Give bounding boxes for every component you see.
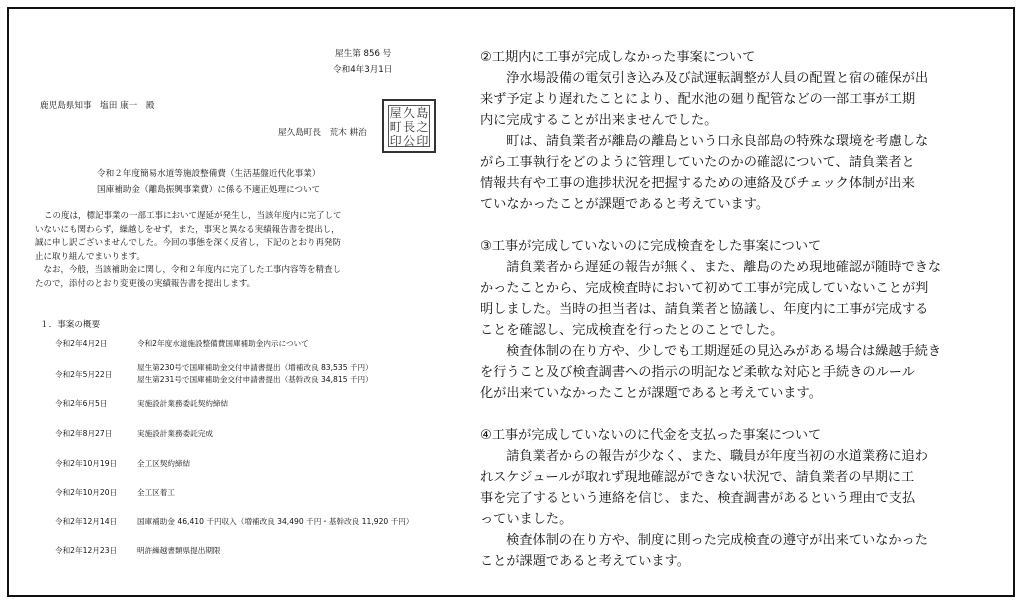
body-line: 誠に申し訳ございませんでした。今回の事態を深く反省し，下記のとおり再発防	[35, 238, 342, 248]
body-line: ことが課題であると考えています。	[480, 554, 690, 569]
seal-glyph: 長	[402, 120, 415, 134]
subject-line-1: 令和２年度簡易水道等施設整備費（生活基盤近代化事業）	[97, 169, 321, 179]
timeline-event: 明許繰越書類県提出期限	[137, 546, 221, 555]
body-line: 来ず予定より遅れたことにより、配水池の廻り配管などの一部工事が工期	[480, 92, 916, 107]
timeline-event: 実施設計業務委託契約締結	[137, 399, 229, 408]
timeline-event: 令和2年度水道施設整備費国庫補助金内示について	[137, 339, 309, 348]
body-line: 町は、請負業者が離島の離島という口永良部島の特殊な環境を考慮しな	[493, 134, 929, 149]
body-line: なお，今般，当該補助金に関し，令和２年度内に完了した工事内容等を精査し	[35, 265, 342, 275]
body-line: ことを確認し、完成検査を行ったとのことでした。	[480, 323, 784, 338]
doc-date: 令和4年3月1日	[333, 65, 393, 75]
timeline-event: 国庫補助金 46,410 千円収入（増補改良 34,490 千円・基幹改良 11,920 千円）	[137, 517, 414, 526]
body-line: 止に取り組んでまいります。	[35, 251, 145, 262]
timeline-event-2: 屋生第231号で国庫補助金交付申請書提出（基幹改良 34,815 千円）	[137, 375, 373, 384]
section-title: ②工期内に工事が完成しなかった事案について	[480, 50, 756, 65]
body-line: がら工事執行をどのように管理していたのかの確認について、請負業者と	[480, 155, 915, 170]
timeline-event: 全工区契約締結	[137, 459, 191, 468]
section-2	[480, 47, 995, 215]
official-seal	[382, 99, 436, 153]
body-line: 情報共有や工事の進捗状況を把握するための連絡及びチェック体制が出来	[480, 176, 915, 191]
seal-glyph: 島	[416, 106, 429, 120]
seal-glyph: 印	[416, 134, 429, 148]
sender: 屋久島町長 荒木 耕治	[278, 128, 367, 138]
body-line: れスケジュールが取れず現地確認ができない状況で、請負業者の早期に工	[480, 470, 915, 485]
body-line: 請負業者からの報告が少なく、また、職員が年度当初の水道業務に追わ	[493, 449, 928, 464]
seal-glyph: 公	[402, 134, 415, 148]
timeline-date: 令和2年5月22日	[55, 370, 113, 379]
doc-number: 屋生第 856 号	[335, 49, 392, 59]
section-title: ③工事が完成していないのに完成検査をした事案について	[480, 239, 822, 254]
timeline-date: 令和2年10月20日	[55, 488, 118, 497]
section-title: ④工事が完成していないのに代金を支払った事案について	[480, 428, 822, 443]
seal-glyph: 町	[389, 120, 402, 134]
timeline-date: 令和2年12月14日	[55, 517, 118, 526]
section-1-title: １．事案の概要	[40, 320, 101, 330]
addressee: 鹿児島県知事 塩田 康一 殿	[40, 101, 155, 111]
body-line: っていました。	[480, 512, 573, 527]
seal-glyph: 印	[389, 134, 402, 148]
body-line: 浄水場設備の電気引き込み及び試運転調整が人員の配置と宿の確保が出	[493, 71, 929, 86]
body-line: この度は，標記事業の一部工事において遅延が発生し，当該年度内に完了して	[44, 211, 342, 221]
timeline-date: 令和2年4月2日	[55, 339, 108, 348]
intro-paragraph	[35, 210, 342, 291]
timeline-event: 屋生第230号で国庫補助金交付申請書提出（増補改良 83,535 千円）	[137, 363, 373, 372]
section-4	[480, 425, 995, 572]
timeline-date: 令和2年12月23日	[55, 546, 118, 555]
timeline-event: 全工区着工	[137, 488, 175, 497]
body-line: 検査体制の在り方や、制度に則った完成検査の遵守が出来ていなかった	[493, 533, 928, 548]
timeline-event: 実施設計業務委託完成	[137, 429, 213, 438]
body-line: を行うこと及び検査調書への指示の明記など柔軟な対応と手続きのルール	[480, 365, 915, 380]
body-line: 事を完了するという連絡を信じ、また、検査調書があるという理由で支払	[480, 491, 916, 506]
body-line: たので，添付のとおり変更後の実績報告書を提出します。	[35, 278, 256, 289]
body-line: かったことから、完成検査時において初めて工事が完成していないことが判	[480, 281, 929, 296]
body-line: いないにも関わらず，繰越しをせず，また，事実と異なる実績報告書を提出し，	[35, 224, 340, 235]
right-document	[480, 47, 995, 593]
body-line: 内に完成することが出来ませんでした。	[480, 113, 718, 128]
body-line: 化が出来ていなかったことが課題であると考えています。	[480, 386, 822, 401]
section-3	[480, 236, 995, 404]
body-line: ていなかったことが課題であると考えています。	[480, 197, 770, 212]
timeline-date: 令和2年8月27日	[55, 429, 113, 438]
timeline-date: 令和2年6月5日	[55, 399, 108, 408]
seal-glyph: 久	[402, 106, 415, 120]
timeline-date: 令和2年10月19日	[55, 459, 118, 468]
body-line: 明しました。当時の担当者は、請負業者と協議し、年度内に工事が完成する	[480, 302, 929, 317]
seal-glyph: 屋	[389, 106, 402, 120]
body-line: 検査体制の在り方や、少しでも工期遅延の見込みがある場合は繰越手続き	[493, 344, 942, 359]
body-line: 請負業者から遅延の報告が無く、また、離島のため現地確認が随時できな	[493, 260, 942, 275]
seal-glyph: 之	[416, 120, 429, 134]
subject-line-2: 国庫補助金（離島振興事業費）に係る不適正処理について	[97, 185, 321, 195]
